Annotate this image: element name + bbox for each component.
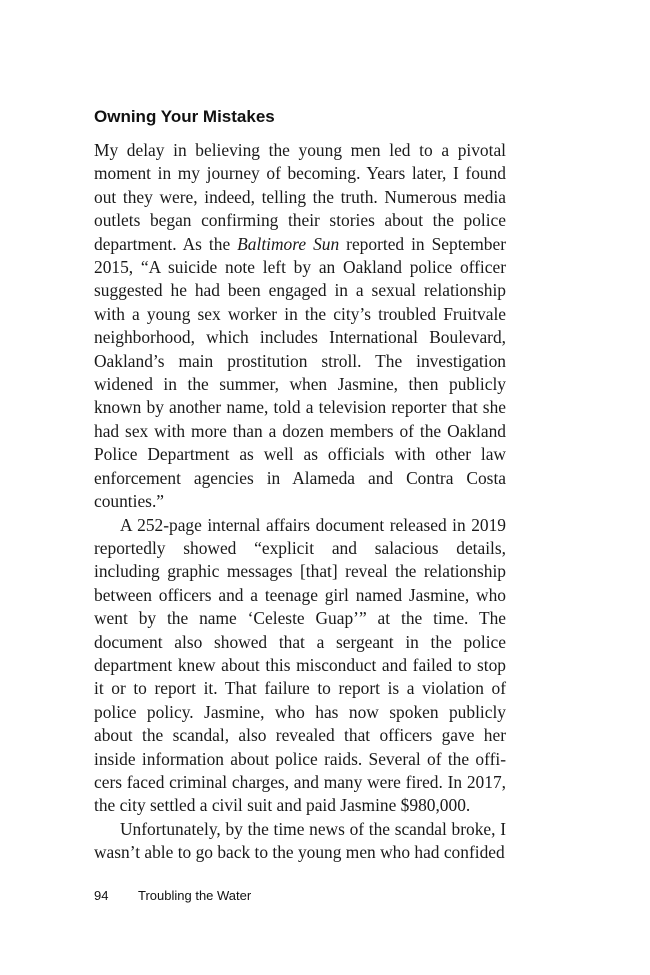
- page-number: 94: [94, 888, 109, 903]
- newspaper-title: Baltimore Sun: [237, 233, 340, 254]
- section-heading: Owning Your Mistakes: [94, 107, 275, 126]
- running-title: Troubling the Water: [138, 888, 252, 903]
- body-text: [94, 139, 506, 865]
- page-footer: [94, 887, 251, 905]
- paragraph-1-text-start: My delay in believing the young men led to a pivotal moment in my journey of becoming. Years later, I found out they were, indeed, telling the truth. Numerous media outlets began confirming their stories about the police department. As the: [94, 140, 506, 254]
- paragraph-2: A 252-page internal affairs document released in 2019 reportedly showed “explicit and salacious details, including graphic messages [that] reveal the relationship between officers and a teenage girl named Jasmine, who went by the name ‘Celeste Guap’” at the time. The document also showed that a sergeant in the police department knew about this misconduct and failed to stop it or to report it. That failure to report is a violation of police policy. Jasmine, who has now spoken publicly about the scandal, also revealed that officers gave her inside information about police raids. Several of the officers faced criminal charges, and many were fired. In 2017, the city settled a civil suit and paid Jasmine $980,000.: [94, 514, 506, 816]
- paragraph-1-text-end: reported in September 2015, “A suicide note left by an Oakland police officer suggested he had been engaged in a sexual relationship with a young sex worker in the city’s troubled Fruitvale neighborhood, which includes International Boulevard, Oakland’s main prostitution stroll. The investigation widened in the summer, when Jasmine, then publicly known by another name, told a television reporter that she had sex with more than a dozen members of the Oakland Police Department as well as officials with other law enforcement agencies in Alameda and Contra Costa counties.”: [94, 233, 506, 512]
- paragraph-3: Unfortunately, by the time news of the scandal broke, I wasn’t able to go back to the young men who had confided: [94, 818, 506, 863]
- paragraph-1: [94, 139, 506, 514]
